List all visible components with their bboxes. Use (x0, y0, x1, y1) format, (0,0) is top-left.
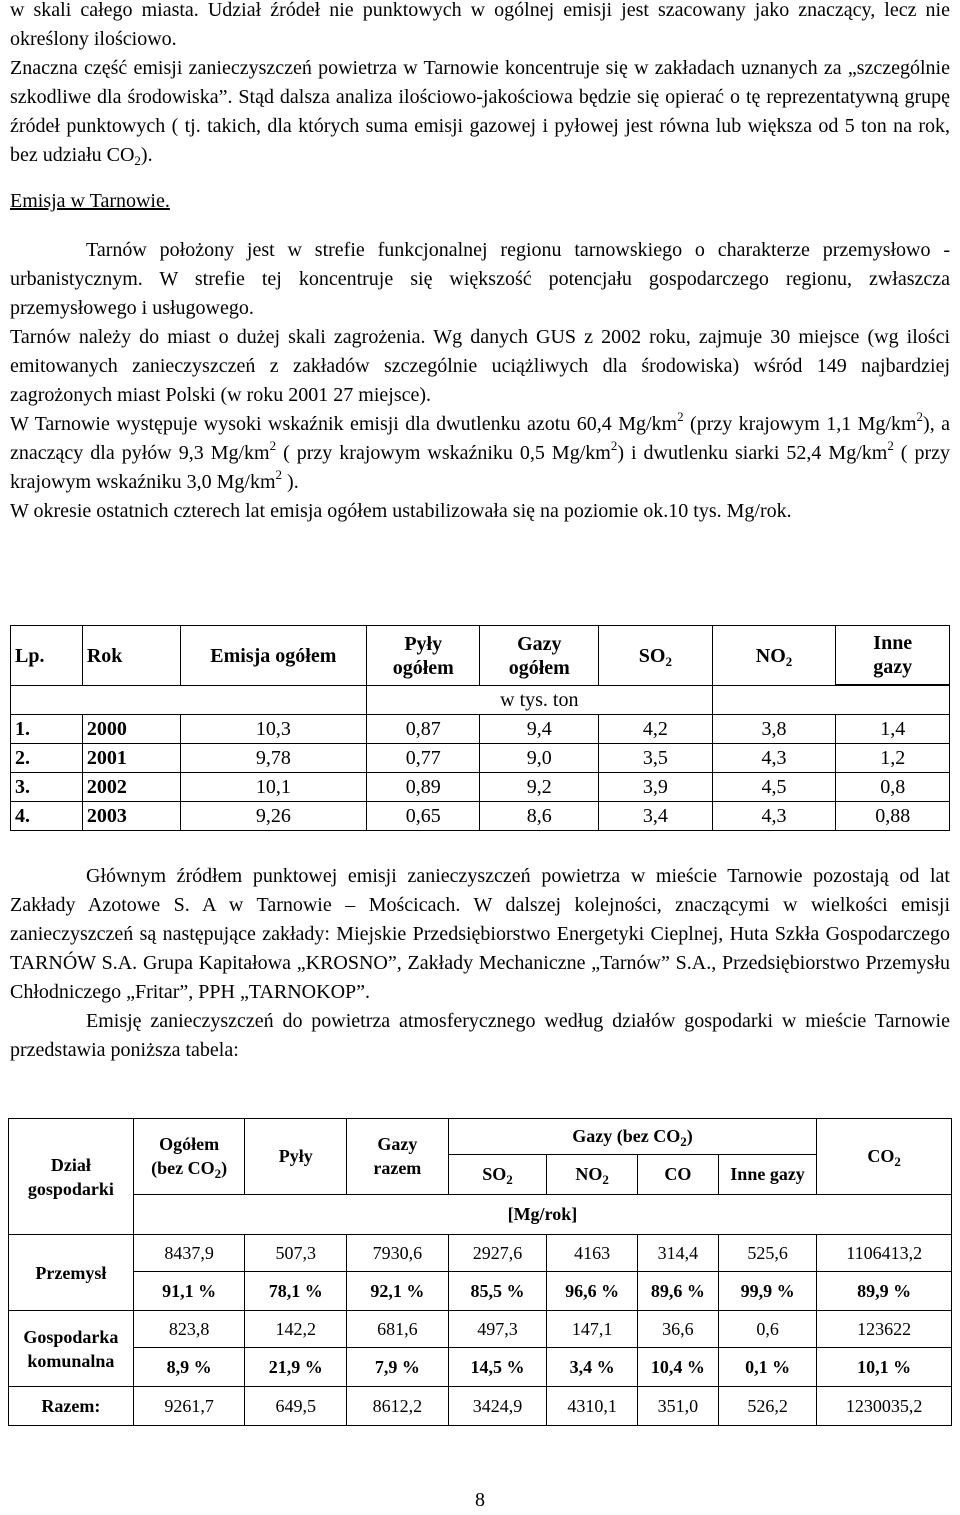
table-cell: 0,65 (367, 802, 480, 831)
row-year: 2003 (82, 802, 180, 831)
table-cell: 351,0 (638, 1387, 719, 1426)
page-number: 8 (475, 1489, 485, 1511)
emission-by-sector-table (8, 1118, 952, 1426)
unit-label: w tys. ton (367, 686, 713, 715)
header-gazy-razem: Gazy razem (347, 1119, 449, 1195)
section-heading: Emisja w Tarnowie. (10, 190, 170, 212)
table-cell: 0,87 (367, 715, 480, 744)
table-cell: 3,8 (712, 715, 836, 744)
row-year: 2002 (82, 773, 180, 802)
row-index: 3. (11, 773, 83, 802)
unit-label: [Mg/rok] (133, 1194, 951, 1234)
header-emisja: Emisja ogółem (180, 626, 366, 686)
table-cell: 0,88 (836, 802, 950, 831)
table-row (9, 1387, 952, 1426)
table-cell: 4,5 (712, 773, 836, 802)
table-cell: 10,4 % (638, 1348, 719, 1387)
paragraph-3: Tarnów położony jest w strefie funkcjonalnej regionu tarnowskiego o charakterze przemysłowo - urbanistycznym. W strefie tej koncentruje się większość potencjału gospodarczego regionu, zwłaszcza przemysłowego i usługowego. (10, 239, 950, 319)
table-cell: 0,1 % (718, 1348, 817, 1387)
table-cell: 525,6 (718, 1235, 817, 1272)
table-cell: 8,6 (480, 802, 599, 831)
paragraph-6: W okresie ostatnich czterech lat emisja ogółem ustabilizowała się na poziomie ok.10 tys. Mg/rok. (10, 500, 792, 522)
table-cell: 14,5 % (448, 1348, 547, 1387)
header-inne-gazy: Inne gazy (718, 1154, 817, 1194)
table-row (9, 1311, 952, 1348)
table-cell: 1,4 (836, 715, 950, 744)
header-no2: $NO_2$ (712, 626, 836, 686)
paragraph-4: Tarnów należy do miast o dużej skali zagrożenia. Wg danych GUS z 2002 roku, zajmuje 30 miejsce (wg ilości emitowanych zanieczyszczeń z zakładów szczególnie uciążliwych dla środowiska) wśród 149 najbardziej zagrożonych miast Polski (w roku 2001 27 miejsce). (10, 326, 950, 406)
header-so2: $SO_2$ (599, 626, 712, 686)
table-cell: 9,4 (480, 715, 599, 744)
table-cell: 3,4 % (547, 1348, 638, 1387)
table-cell: 0,6 (718, 1311, 817, 1348)
paragraph-7: Głównym źródłem punktowej emisji zanieczyszczeń powietrza w mieście Tarnowie pozostają od lat Zakłady Azotowe S. A w Tarnowie – Mościcach. W dalszej kolejności, znaczącymi w wielkości emisji zanieczyszczeń są następujące zakłady: Miejskie Przedsiębiorstwo Energetyki Cieplnej, Huta Szkła Gospodarczego TARNÓW S.A. Grupa Kapitałowa „KROSNO”, Zakłady Mechaniczne „Tarnów” S.A., Przedsiębiorstwo Przemysłu Chłodniczego „Fritar”, PPH „TARNOKOP”. (10, 865, 950, 1003)
table-cell: 1,2 (836, 744, 950, 773)
table-cell: 8612,2 (347, 1387, 449, 1426)
table-cell: 2927,6 (448, 1235, 547, 1272)
paragraph-5: W Tarnowie występuje wysoki wskaźnik emisji dla dwutlenku azotu 60,4 $Mg/km^2$ (przy krajowym 1,1 $Mg/km^2$), a znaczący dla pyłów 9,3 $Mg/km^2$ ( przy krajowym wskaźniku 0,5 $Mg/km^2$) i dwutlenku siarki 52,4 $Mg/km^2$ ( przy krajowym wskaźniku 3,0 $Mg/km^2$ ). (10, 409, 951, 493)
table-cell: 21,9 % (245, 1348, 347, 1387)
table-cell: 681,6 (347, 1311, 449, 1348)
paragraph-1: w skali całego miasta. Udział źródeł nie punktowych w ogólnej emisji jest szacowany jako znaczący, lecz nie określony ilościowo. (10, 0, 950, 50)
header-lp: Lp. (11, 626, 83, 686)
page-body (10, 0, 950, 526)
table-cell: 7930,6 (347, 1235, 449, 1272)
after-table-text (10, 862, 950, 1065)
row-label-gospodarka: Gospodarka komunalna (9, 1311, 134, 1387)
table-row (11, 715, 950, 744)
row-year: 2001 (82, 744, 180, 773)
paragraph-2: Znaczna część emisji zanieczyszczeń powietrza w Tarnowie koncentruje się w zakładach uznanych za „szczególnie szkodliwe dla środowiska”. Stąd dalsza analiza ilościowo-jakościowa będzie się opierać o tę reprezentatywną grupę źródeł punktowych ( tj. takich, dla których suma emisji gazowej i pyłowej jest równa lub większa od 5 ton na rok, bez udziału $CO_2$). (10, 57, 950, 168)
table-cell: 10,1 % (817, 1348, 952, 1387)
table-cell: 823,8 (133, 1311, 245, 1348)
table-cell: 89,9 % (817, 1272, 952, 1311)
table-cell: 0,77 (367, 744, 480, 773)
header-gazy: Gazy ogółem (480, 626, 599, 686)
table-cell: 4,3 (712, 802, 836, 831)
table-cell: 649,5 (245, 1387, 347, 1426)
table-cell: 10,3 (180, 715, 366, 744)
header-pyly: Pyły ogółem (367, 626, 480, 686)
table-cell: 78,1 % (245, 1272, 347, 1311)
table-cell: 3,9 (599, 773, 712, 802)
header-gazy-bez-co2: Gazy (bez $CO_2$) (448, 1119, 817, 1155)
row-index: 4. (11, 802, 83, 831)
header-dzial: Dział gospodarki (9, 1119, 134, 1235)
table-cell: 99,9 % (718, 1272, 817, 1311)
table-cell: 497,3 (448, 1311, 547, 1348)
table-cell: 9,0 (480, 744, 599, 773)
table-cell: 7,9 % (347, 1348, 449, 1387)
table-row (11, 773, 950, 802)
table-cell: 9261,7 (133, 1387, 245, 1426)
table-cell: 8,9 % (133, 1348, 245, 1387)
table-row (11, 744, 950, 773)
table-cell: 3,4 (599, 802, 712, 831)
table-cell: 91,1 % (133, 1272, 245, 1311)
table-cell: 96,6 % (547, 1272, 638, 1311)
table-cell: 8437,9 (133, 1235, 245, 1272)
table-row (9, 1272, 952, 1311)
header-ogolem: Ogółem (bez $CO_2$) (133, 1119, 245, 1195)
table-cell: 0,8 (836, 773, 950, 802)
header-rok: Rok (82, 626, 180, 686)
table-cell: 142,2 (245, 1311, 347, 1348)
table-cell: 526,2 (718, 1387, 817, 1426)
table-cell: 1230035,2 (817, 1387, 952, 1426)
table-row (11, 802, 950, 831)
table-cell: 4,3 (712, 744, 836, 773)
emission-by-year-table (10, 625, 950, 831)
table-cell: 1106413,2 (817, 1235, 952, 1272)
header-so2: $SO_2$ (448, 1154, 547, 1194)
table-cell: 4163 (547, 1235, 638, 1272)
table-cell: 4310,1 (547, 1387, 638, 1426)
table-cell: 0,89 (367, 773, 480, 802)
row-year: 2000 (82, 715, 180, 744)
table-row (9, 1348, 952, 1387)
header-co: CO (638, 1154, 719, 1194)
table-cell: 314,4 (638, 1235, 719, 1272)
table-cell: 3424,9 (448, 1387, 547, 1426)
table-cell: 9,2 (480, 773, 599, 802)
row-label-przemysl: Przemysł (9, 1235, 134, 1311)
table-cell: 4,2 (599, 715, 712, 744)
table-cell: 89,6 % (638, 1272, 719, 1311)
table-cell: 85,5 % (448, 1272, 547, 1311)
table-cell: 9,78 (180, 744, 366, 773)
row-label-razem: Razem: (9, 1387, 134, 1426)
table-cell: 10,1 (180, 773, 366, 802)
header-pyly: Pyły (245, 1119, 347, 1195)
table-cell: 36,6 (638, 1311, 719, 1348)
table-cell: 147,1 (547, 1311, 638, 1348)
header-no2: $NO_2$ (547, 1154, 638, 1194)
table-cell: 3,5 (599, 744, 712, 773)
header-inne: Inne gazy (836, 626, 950, 685)
table-cell: 92,1 % (347, 1272, 449, 1311)
table-cell: 9,26 (180, 802, 366, 831)
header-co2: $CO_2$ (817, 1119, 952, 1195)
paragraph-8: Emisję zanieczyszczeń do powietrza atmosferycznego według działów gospodarki w mieście Tarnowie przedstawia poniższa tabela: (10, 1010, 950, 1061)
table-row (9, 1235, 952, 1272)
table-cell: 507,3 (245, 1235, 347, 1272)
row-index: 1. (11, 715, 83, 744)
table-cell: 123622 (817, 1311, 952, 1348)
row-index: 2. (11, 744, 83, 773)
